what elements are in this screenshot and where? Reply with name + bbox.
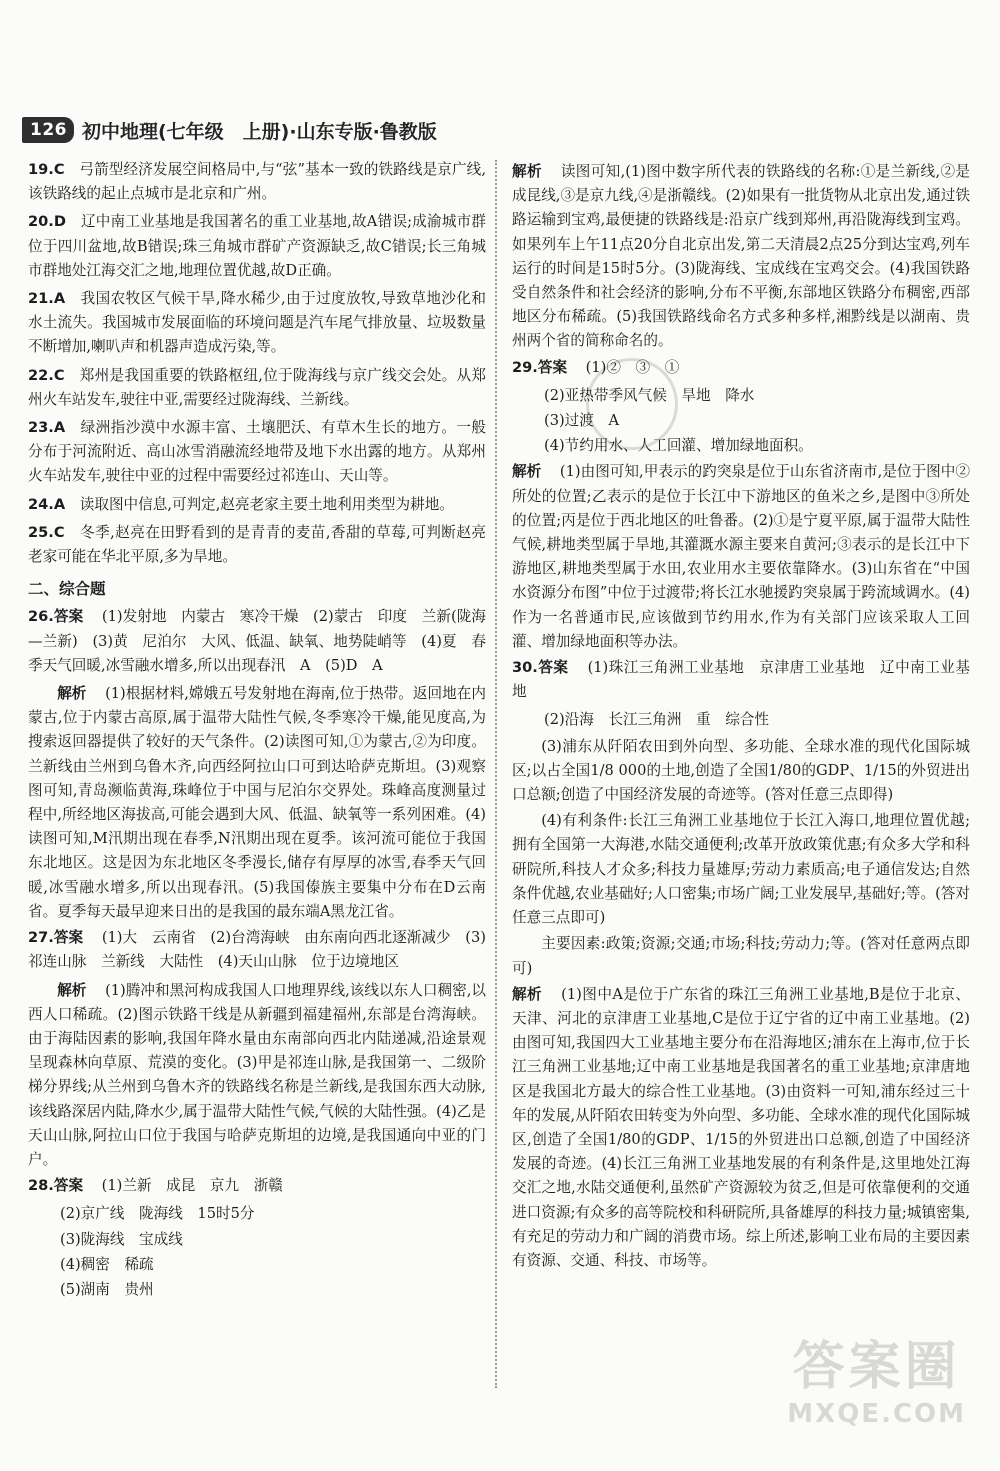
question-30-explanation: 解析 (1)图中A是位于广东省的珠江三角洲工业基地,B是位于北京、天津、河北的京津唐工业基地,C是位于辽宁省的辽中南工业基地。(2)由图可知,我国四大工业基地主要分布在沿海地区;浦东在上海市,位于长江三角洲工业基地;辽中南工业基地是我国著名的重工业基地;京津唐地区是我国北方最大的综合性工业基地。(3)由资料一可知,浦东经过三十年的发展,从阡陌农田转变为外向型、多功能、全球水准的现代化国际城区,创造了全国1/80的GDP、1/15的外贸进出口总额,创造了中国经济发展的奇迹。(4)长江三角洲工业基地发展的有利条件是,这里地处江海交汇之地,水陆交通便利,虽然矿产资源较为贫乏,但是可依靠便利的交通进口资源;有众多的高等院校和科研院所,具备雄厚的科技力量;城镇密集,有充足的劳动力和广阔的消费市场。综上所述,影响工业布局的主要因素有资源、交通、科技、市场等。 (512, 985, 970, 1269)
question-28-answer: 28.答案 (1)兰新 成昆 京九 浙赣 (28, 1177, 283, 1195)
answer-paragraph: (3)浦东从阡陌农田到外向型、多功能、全球水准的现代化国际城区;以占全国1/8 000的土地,创造了全国1/80的GDP、1/15的外贸进出口总额;创造了中国经济发展的奇迹等。(答对任意三点即得) (512, 737, 970, 804)
answer-line: (5)湖南 贵州 (60, 1280, 154, 1298)
book-title: 初中地理(七年级 上册)·山东专版·鲁教版 (82, 120, 437, 143)
column-divider (495, 160, 497, 1388)
question-28-explanation: 解析 读图可知,(1)图中数字所代表的铁路线的名称:①是兰新线,②是成昆线,③是京九线,④是浙赣线。(2)如果有一批货物从北京出发,通过铁路运输到宝鸡,最便捷的铁路线是:沿京广线到郑州,再沿陇海线到宝鸡。如果列车上午11点20分自北京出发,第二天清晨2点25分到达宝鸡,列车运行的时间是15时5分。(3)陇海线、宝成线在宝鸡交会。(4)我国铁路受自然条件和社会经济的影响,分布不平衡,东部地区铁路分布稠密,西部地区分布稀疏。(5)我国铁路线命名方式多种多样,湘黔线是以湖南、贵州两个省的简称命名的。 (512, 163, 970, 350)
answer-paragraph: 主要因素:政策;资源;交通;市场;科技;劳动力;等。(答对任意两点即可) (512, 935, 970, 977)
watermark (787, 1324, 966, 1429)
answer-line: (3)过渡 A (544, 412, 619, 430)
page-header (22, 112, 437, 148)
left-column (28, 158, 486, 1303)
answer-line: (4)节约用水、人工回灌、增加绿地面积。 (544, 437, 813, 455)
question-23: 23.A 绿洲指沙漠中水源丰富、土壤肥沃、有草木生长的地方。一般分布于河流附近、高山冰雪消融流经地带及地下水出露的地方。从郑州火车站发车,驶往中亚的过程中需要经过祁连山、天山等。 (28, 419, 486, 485)
answer-line: (4)稠密 稀疏 (60, 1255, 154, 1273)
question-29-answer: 29.答案 (1)② ③ ① (512, 358, 680, 376)
question-21: 21.A 我国农牧区气候干旱,降水稀少,由于过度放牧,导致草地沙化和水土流失。我国城市发展面临的环境问题是汽车尾气排放量、垃圾数量不断增加,喇叭声和机器声造成污染,等。 (28, 290, 486, 356)
answer-line: (2)京广线 陇海线 15时5分 (60, 1205, 255, 1223)
answer-line: (3)陇海线 宝成线 (60, 1230, 183, 1248)
question-19: 19.C 弓箭型经济发展空间格局中,与“弦”基本一致的铁路线是京广线,该铁路线的起止点城市是北京和广州。 (28, 161, 486, 203)
answer-paragraph: (4)有利条件:长江三角洲工业基地位于长江入海口,地理位置优越;拥有全国第一大海港,水陆交通便利;改革开放政策优惠;有众多大学和科研院所,科技人才众多;科技力量雄厚;劳动力素质高;电子通信发达;自然条件优越,农业基础好;人口密集;市场广阔;工业发展早,基础好;等。(答对任意三点即可) (512, 812, 970, 927)
question-27-answer: 27.答案 (1)大 云南省 (2)台湾海峡 由东南向西北逐渐减少 (3)祁连山脉 兰新线 大陆性 (4)天山山脉 位于边境地区 (28, 929, 486, 971)
question-25: 25.C 冬季,赵亮在田野看到的是青青的麦苗,香甜的草莓,可判断赵亮老家可能在华北平原,多为旱地。 (28, 523, 486, 566)
question-20: 20.D 辽中南工业基地是我国著名的重工业基地,故A错误;成渝城市群位于四川盆地,故B错误;珠三角城市群矿产资源缺乏,故C错误;长三角城市群地处江海交汇之地,地理位置优越,故D正确。 (28, 213, 486, 279)
watermark-text: 答案圈 (792, 1337, 961, 1397)
answer-line: (2)沿海 长江三角洲 重 综合性 (544, 711, 769, 729)
question-29-explanation: 解析 (1)由图可知,甲表示的趵突泉是位于山东省济南市,是位于图中②所处的位置;乙表示的是位于长江中下游地区的鱼米之乡,是图中③所处的位置;丙是位于西北地区的吐鲁番。(2)①是宁夏平原,属于温带大陆性气候,耕地类型属于旱地,其灌溉水源主要来自黄河;③表示的是长江中下游地区,耕地类型属于水田,农业用水主要依靠降水。(3)山东省在“中国水资源分布图”中位于过渡带;将长江水驰援趵突泉属于跨流域调水。(4)作为一名普通市民,应该做到节约用水,作为有关部门应该采取人工回灌、增加绿地面积等办法。 (512, 463, 970, 650)
question-26-explanation: 解析 (1)根据材料,嫦娥五号发射地在海南,位于热带。返回地在内蒙古,位于内蒙古高原,属于温带大陆性气候,冬季寒冷干燥,能见度高,为搜索返回器提供了较好的天气条件。(2)读图可知,①为蒙古,②为印度。兰新线由兰州到乌鲁木齐,向西经阿拉山口可到达哈萨克斯坦。(3)观察图可知,青岛濒临黄海,珠峰位于中国与尼泊尔交界处。珠峰高度测量过程中,所经地区海拔高,可能会遇到大风、低温、缺氧等一系列困难。(4)读图可知,M汛期出现在春季,N汛期出现在夏季。该河流可能位于我国东北地区。这是因为东北地区冬季漫长,储存有厚厚的冰雪,春季天气回暖,冰雪融水增多,所以出现春汛。(5)我国傣族主要集中分布在D云南省。夏季每天最早迎来日出的是我国的最东端A黑龙江省。 (28, 685, 486, 920)
question-27-explanation: 解析 (1)腾冲和黑河构成我国人口地理界线,该线以东人口稠密,以西人口稀疏。(2)图示铁路干线是从新疆到福建福州,东部是台湾海峡。由于海陆因素的影响,我国年降水量由东南部向西北内陆递减,沿途景观呈现森林向草原、荒漠的变化。(3)甲是祁连山脉,是我国第一、二级阶梯分界线;从兰州到乌鲁木齐的铁路线名称是兰新线,是我国东西大动脉,该线路深居内陆,降水少,属于温带大陆性气候,气候的大陆性强。(4)乙是天山山脉,阿拉山口位于我国与哈萨克斯坦的边境,是我国通向中亚的门户。 (28, 981, 486, 1168)
question-22: 22.C 郑州是我国重要的铁路枢纽,位于陇海线与京广线交会处。从郑州火车站发车,驶往中亚,需要经过陇海线、兰新线。 (28, 366, 486, 408)
question-30-answer: 30.答案 (1)珠江三角洲工业基地 京津唐工业基地 辽中南工业基地 (512, 659, 970, 701)
page-number: 126 (22, 117, 74, 143)
section-title: 二、综合题 (28, 580, 106, 599)
answer-line: (2)亚热带季风气候 旱地 降水 (544, 386, 755, 404)
right-column (512, 158, 970, 1275)
question-24: 24.A 读取图中信息,可判定,赵亮老家主要土地利用类型为耕地。 (28, 495, 454, 513)
watermark-url: MXQE.COM (787, 1399, 966, 1429)
question-26-answer: 26.答案 (1)发射地 内蒙古 寒冷干燥 (2)蒙古 印度 兰新(陇海—兰新) (3)黄 尼泊尔 大风、低温、缺氧、地势陡峭等 (4)夏 春季天气回暖,冰雪融水增多,所以出现春汛 A (5)D A (28, 608, 486, 674)
